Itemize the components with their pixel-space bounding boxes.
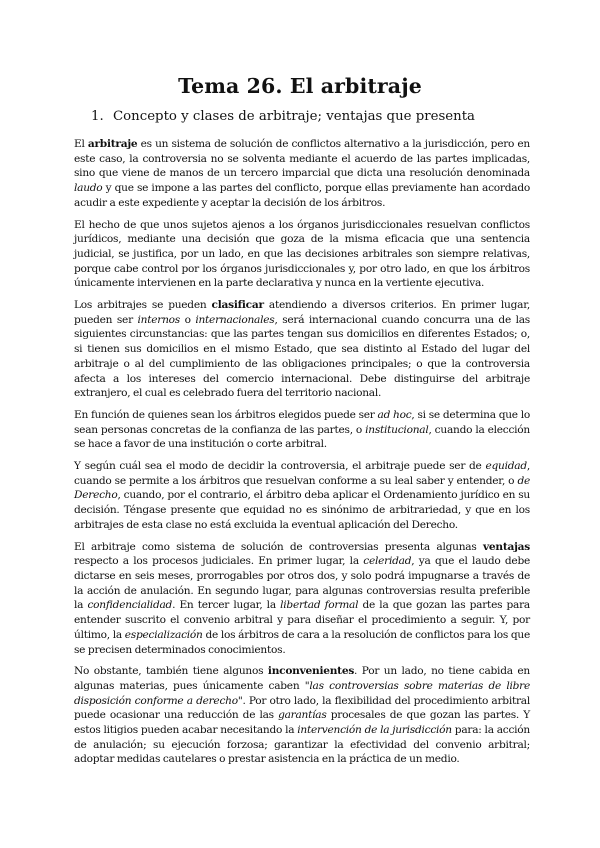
paragraph-justification: El hecho de que unos sujetos ajenos a los órganos jurisdiccionales resuelvan conflictos jurídicos, mediante una decisión que goza de la misma eficacia que una sentencia judicial, se justifica, por un lado, en que las decisiones arbitrales son siempre relativas, porque cabe control por los órganos jurisdiccionales y, por otro lado, en que los árbitros únicamente intervienen en la parte declarativa y nunca en la vertiente ejecutiva.: [74, 218, 530, 290]
paragraph-decision-mode: Y según cuál sea el modo de decidir la controversia, el arbitraje puede ser de equidad, cuando se permite a los árbitros que resuelvan conforme a su leal saber y entender, o de Derecho, cuando, por el contrario, el árbitro deba aplicar el Ordenamiento jurídico en su decisión. Téngase presente que equidad no es sinónimo de arbitrariedad, y que en los arbitrajes de esta clase no está excluida la eventual aplicación del Derecho.: [74, 460, 530, 531]
term-libertad-formal: libertad formal: [280, 599, 359, 612]
term-arbitraje: arbitraje: [87, 138, 138, 150]
paragraph-advantages: El arbitraje como sistema de solución de controversias presenta algunas ventajas respecto a los procesos judiciales. En primer lugar, la celeridad, ya que el laudo debe dictarse en seis meses, prorrogables por otros dos, y solo podrá impugnarse a través de la acción de anulación. En segundo lugar, para algunas controversias resulta preferible la confidencialidad. En tercer lugar, la libertad formal de la que gozan las partes para entender suscrito el convenio arbitral y para diseñar el procedimiento a seguir. Y, por último, la especialización de los árbitros de cara a la resolución de conflictos para los que se precisen determinados conocimientos.: [74, 540, 531, 656]
section-heading: [91, 109, 551, 124]
paragraph-classification: Los arbitrajes se pueden clasificar atendiendo a diversos criterios. En primer lugar, pueden ser internos o internacionales, será internacional cuando concurra una de las siguientes circunstancias: que las partes tengan sus domicilios en diferentes Estados; o, si tienen sus domicilios en el mismo Estado, que sea distinto al Estado del lugar del arbitraje o al del cumplimiento de las obligaciones principales; o que la controversia afecta a los intereses del comercio internacional. Debe distinguirse del arbitraje extranjero, el cual es celebrado fuera del territorio nacional.: [74, 299, 530, 400]
paragraph-arbitrators: En función de quienes sean los árbitros elegidos puede ser ad hoc, si se determina que lo sean personas concretas de la confianza de las partes, o institucional, cuando la elección se hace a favor de una institución o corte arbitral.: [74, 408, 531, 451]
quote-controversias: las controversias sobre materias de libre disposición conforme a derecho: [74, 679, 531, 707]
term-laudo: laudo: [74, 182, 103, 195]
term-ventajas: ventajas: [482, 540, 530, 553]
term-institucional: institucional: [365, 423, 429, 436]
term-inconvenientes: inconvenientes: [267, 665, 355, 678]
term-confidencialidad: confidencialidad: [87, 599, 173, 612]
term-garantias: garantías: [278, 709, 327, 722]
section-heading-text: Concepto y clases de arbitraje; ventajas que presenta: [113, 109, 475, 124]
term-ad-hoc: ad hoc: [377, 408, 412, 421]
paragraph-definition: El arbitraje es un sistema de solución de conflictos alternativo a la jurisdicción, pero en este caso, la controversia no se solventa mediante el acuerdo de las partes implicadas, sino que viene de manos de un tercero imparcial que dicta una resolución denominada laudo y que se impone a las partes del conflicto, porque ellas previamente han acordado acudir a este expediente y aceptar la decisión de los árbitros.: [74, 138, 530, 209]
section-number: 1.: [91, 109, 104, 124]
term-internos: internos: [137, 313, 180, 326]
term-clasificar: clasificar: [211, 299, 264, 312]
document-body: [74, 137, 530, 774]
term-internacionales: internacionales: [195, 313, 275, 326]
term-equidad: equidad: [485, 460, 527, 473]
term-celeridad: celeridad: [363, 555, 412, 568]
term-especializacion: especialización: [124, 628, 203, 641]
paragraph-disadvantages: No obstante, también tiene algunos inconvenientes. Por un lado, no tiene cabida en algunas materias, pues únicamente caben "las controversias sobre materias de libre disposición conforme a derecho". Por otro lado, la flexibilidad del procedimiento arbitral puede ocasionar una reducción de las garantías procesales de que gozan las partes. Y estos litigios pueden acabar necesitando la intervención de la jurisdicción para: la acción de anulación; su ejecución forzosa; garantizar la efectividad del convenio arbitral; adoptar medidas cautelares o prestar asistencia en la práctica de un medio.: [74, 665, 531, 766]
term-de-derecho: de Derecho: [74, 474, 530, 502]
page-title: Tema 26. El arbitraje: [178, 74, 422, 98]
term-intervencion: intervención de la jurisdicción: [297, 724, 452, 737]
